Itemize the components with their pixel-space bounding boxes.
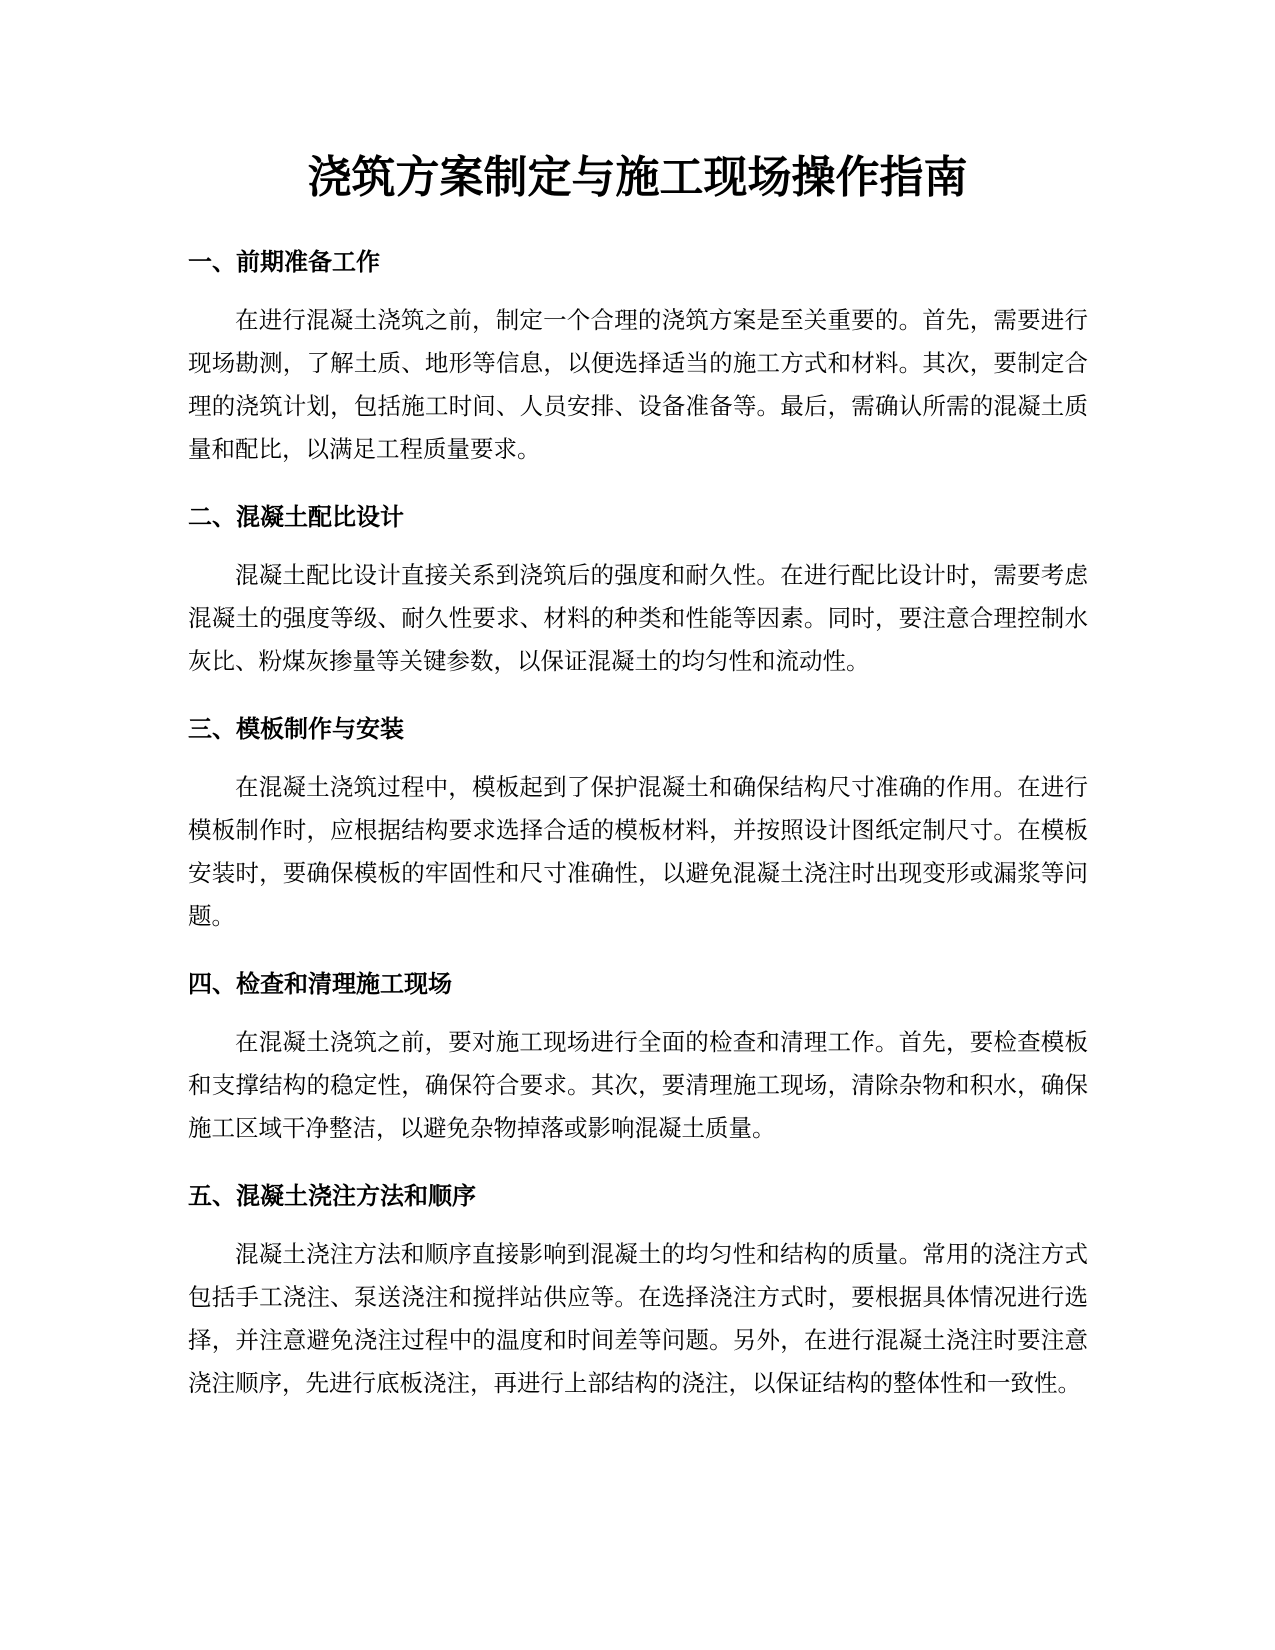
section-heading: 二、混凝土配比设计 (188, 503, 404, 531)
section-heading: 三、模板制作与安装 (188, 715, 404, 743)
document-content (188, 245, 1088, 1434)
section-heading: 一、前期准备工作 (188, 248, 380, 276)
section-formwork (188, 712, 1088, 938)
page-title: 浇筑方案制定与施工现场操作指南 (307, 152, 968, 203)
section-mix-design (188, 500, 1088, 683)
section-site-inspection (188, 967, 1088, 1150)
section-paragraph: 混凝土浇注方法和顺序直接影响到混凝土的均匀性和结构的质量。常用的浇注方式包括手工浇注、泵送浇注和搅拌站供应等。在选择浇注方式时，要根据具体情况进行选择，并注意避免浇注过程中的温度和时间差等问题。另外，在进行混凝土浇注时要注意浇注顺序，先进行底板浇注，再进行上部结构的浇注，以保证结构的整体性和一致性。 (188, 1240, 1088, 1397)
section-paragraph: 在混凝土浇筑过程中，模板起到了保护混凝土和确保结构尺寸准确的作用。在进行模板制作时，应根据结构要求选择合适的模板材料，并按照设计图纸定制尺寸。在模板安装时，要确保模板的牢固性和尺寸准确性，以避免混凝土浇注时出现变形或漏浆等问题。 (188, 773, 1088, 930)
section-heading: 五、混凝土浇注方法和顺序 (188, 1182, 476, 1210)
section-paragraph: 在混凝土浇筑之前，要对施工现场进行全面的检查和清理工作。首先，要检查模板和支撑结构的稳定性，确保符合要求。其次，要清理施工现场，清除杂物和积水，确保施工区域干净整洁，以避免杂物掉落或影响混凝土质量。 (188, 1028, 1088, 1142)
section-paragraph: 在进行混凝土浇筑之前，制定一个合理的浇筑方案是至关重要的。首先，需要进行现场勘测，了解土质、地形等信息，以便选择适当的施工方式和材料。其次，要制定合理的浇筑计划，包括施工时间、人员安排、设备准备等。最后，需确认所需的混凝土质量和配比，以满足工程质量要求。 (188, 306, 1088, 463)
section-paragraph: 混凝土配比设计直接关系到浇筑后的强度和耐久性。在进行配比设计时，需要考虑混凝土的强度等级、耐久性要求、材料的种类和性能等因素。同时，要注意合理控制水灰比、粉煤灰掺量等关键参数，以保证混凝土的均匀性和流动性。 (188, 561, 1088, 675)
section-heading: 四、检查和清理施工现场 (188, 970, 452, 998)
section-pouring-method (188, 1179, 1088, 1405)
section-preparation (188, 245, 1088, 471)
